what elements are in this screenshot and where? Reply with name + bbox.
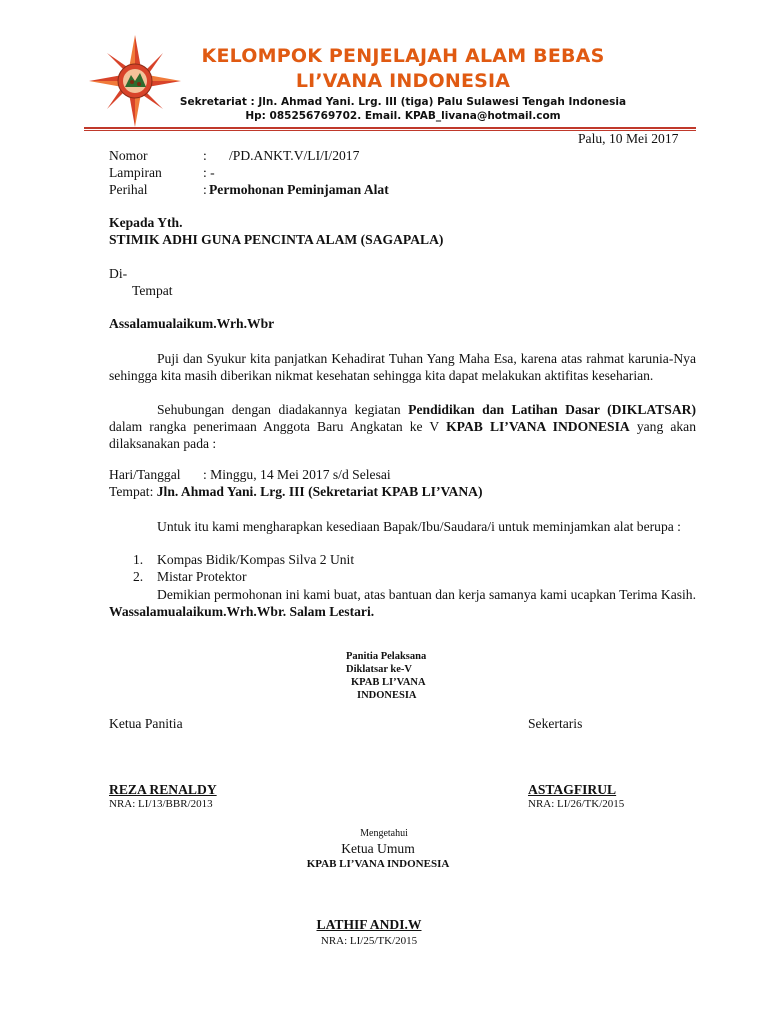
p4-closing: Wassalamualaikum.Wrh.Wbr. Salam Lestari. — [109, 604, 375, 619]
left-role: Ketua Panitia — [109, 716, 183, 731]
paragraph-3: Untuk itu kami mengharapkan kesediaan Bapak/Ibu/Saudara/i untuk meminjamkan alat berupa : — [157, 519, 681, 534]
perihal-colon: : — [203, 182, 207, 197]
hari-value: : Minggu, 14 Mei 2017 s/d Selesai — [203, 467, 391, 482]
recipient-tempat: Tempat — [132, 283, 173, 298]
nomor-label: Nomor — [109, 148, 148, 163]
lampiran-value: : - — [203, 165, 215, 180]
chief-name: LATHIF ANDI.W — [316, 917, 422, 932]
item-2-number: 2. — [133, 569, 144, 584]
mengetahui: Mengetahui — [360, 828, 408, 839]
recipient-di: Di- — [109, 266, 128, 281]
right-nra: NRA: LI/26/TK/2015 — [528, 798, 625, 810]
p2-text-c: yang akan dilaksanakan pada : — [109, 419, 697, 451]
kepada-yth: Kepada Yth. — [109, 215, 183, 230]
committee-line3: KPAB LI’VANA — [351, 677, 426, 688]
tempat-line — [109, 484, 483, 500]
p2-bold-event: Pendidikan dan Latihan Dasar (DIKLATSAR) — [408, 402, 696, 417]
org-contact: Hp: 085256769702. Email. KPAB_livana@hotmail.com — [245, 110, 561, 122]
committee-line2: Diklatsar ke-V — [346, 664, 413, 675]
item-1-number: 1. — [133, 552, 144, 567]
left-nra: NRA: LI/13/BBR/2013 — [109, 798, 213, 810]
lampiran-label: Lampiran — [109, 165, 162, 180]
letterhead-rule — [84, 127, 696, 129]
committee-line1: Panitia Pelaksana — [346, 651, 427, 662]
p2-text-a: Sehubungan dengan diadakannya kegiatan — [157, 402, 409, 417]
chief-org: KPAB LI’VANA INDONESIA — [306, 858, 450, 870]
left-name: REZA RENALDY — [109, 782, 217, 797]
item-1: Kompas Bidik/Kompas Silva 2 Unit — [157, 552, 355, 567]
org-address: Sekretariat : Jln. Ahmad Yani. Lrg. III (tiga) Palu Sulawesi Tengah Indonesia — [179, 96, 627, 108]
org-name-line1: KELOMPOK PENJELAJAH ALAM BEBAS — [201, 45, 605, 67]
perihal-label: Perihal — [109, 182, 148, 197]
paragraph-2 — [109, 401, 696, 452]
right-name: ASTAGFIRUL — [528, 782, 617, 797]
chief-role: Ketua Umum — [341, 841, 415, 856]
nomor-value: /PD.ANKT.V/LI/I/2017 — [229, 148, 360, 163]
nomor-colon: : — [203, 148, 207, 163]
committee-line4: INDONESIA — [357, 690, 417, 701]
perihal-value: Permohonan Peminjaman Alat — [209, 182, 389, 197]
tempat-label: Tempat: — [109, 484, 157, 499]
paragraph-4 — [109, 586, 696, 620]
right-role: Sekertaris — [528, 716, 583, 731]
tempat-value: Jln. Ahmad Yani. Lrg. III (Sekretariat KPAB LI’VANA) — [156, 484, 483, 499]
chief-nra: NRA: LI/25/TK/2015 — [320, 935, 418, 947]
p2-text-b: dalam rangka penerimaan Anggota Baru Angkatan ke V — [109, 419, 447, 434]
hari-label: Hari/Tanggal — [109, 467, 181, 482]
org-name-line2: LI’VANA INDONESIA — [295, 70, 511, 92]
p4-text: Demikian permohonan ini kami buat, atas bantuan dan kerja samanya kami ucapkan Terima Kasih. — [157, 587, 696, 602]
item-2: Mistar Protektor — [157, 569, 247, 584]
paragraph-1: Puji dan Syukur kita panjatkan Kehadirat Tuhan Yang Maha Esa, karena atas rahmat karunia-Nya sehingga kita masih diberikan nikmat kesehatan sehingga kita dapat melakukan aktifitas keseharian. — [109, 351, 696, 383]
place-date: Palu, 10 Mei 2017 — [578, 131, 679, 146]
compass-logo-icon — [84, 32, 186, 130]
p2-bold-org: KPAB LI’VANA INDONESIA — [446, 419, 630, 434]
recipient-name: STIMIK ADHI GUNA PENCINTA ALAM (SAGAPALA) — [109, 232, 444, 247]
greeting: Assalamualaikum.Wrh.Wbr — [109, 316, 275, 331]
